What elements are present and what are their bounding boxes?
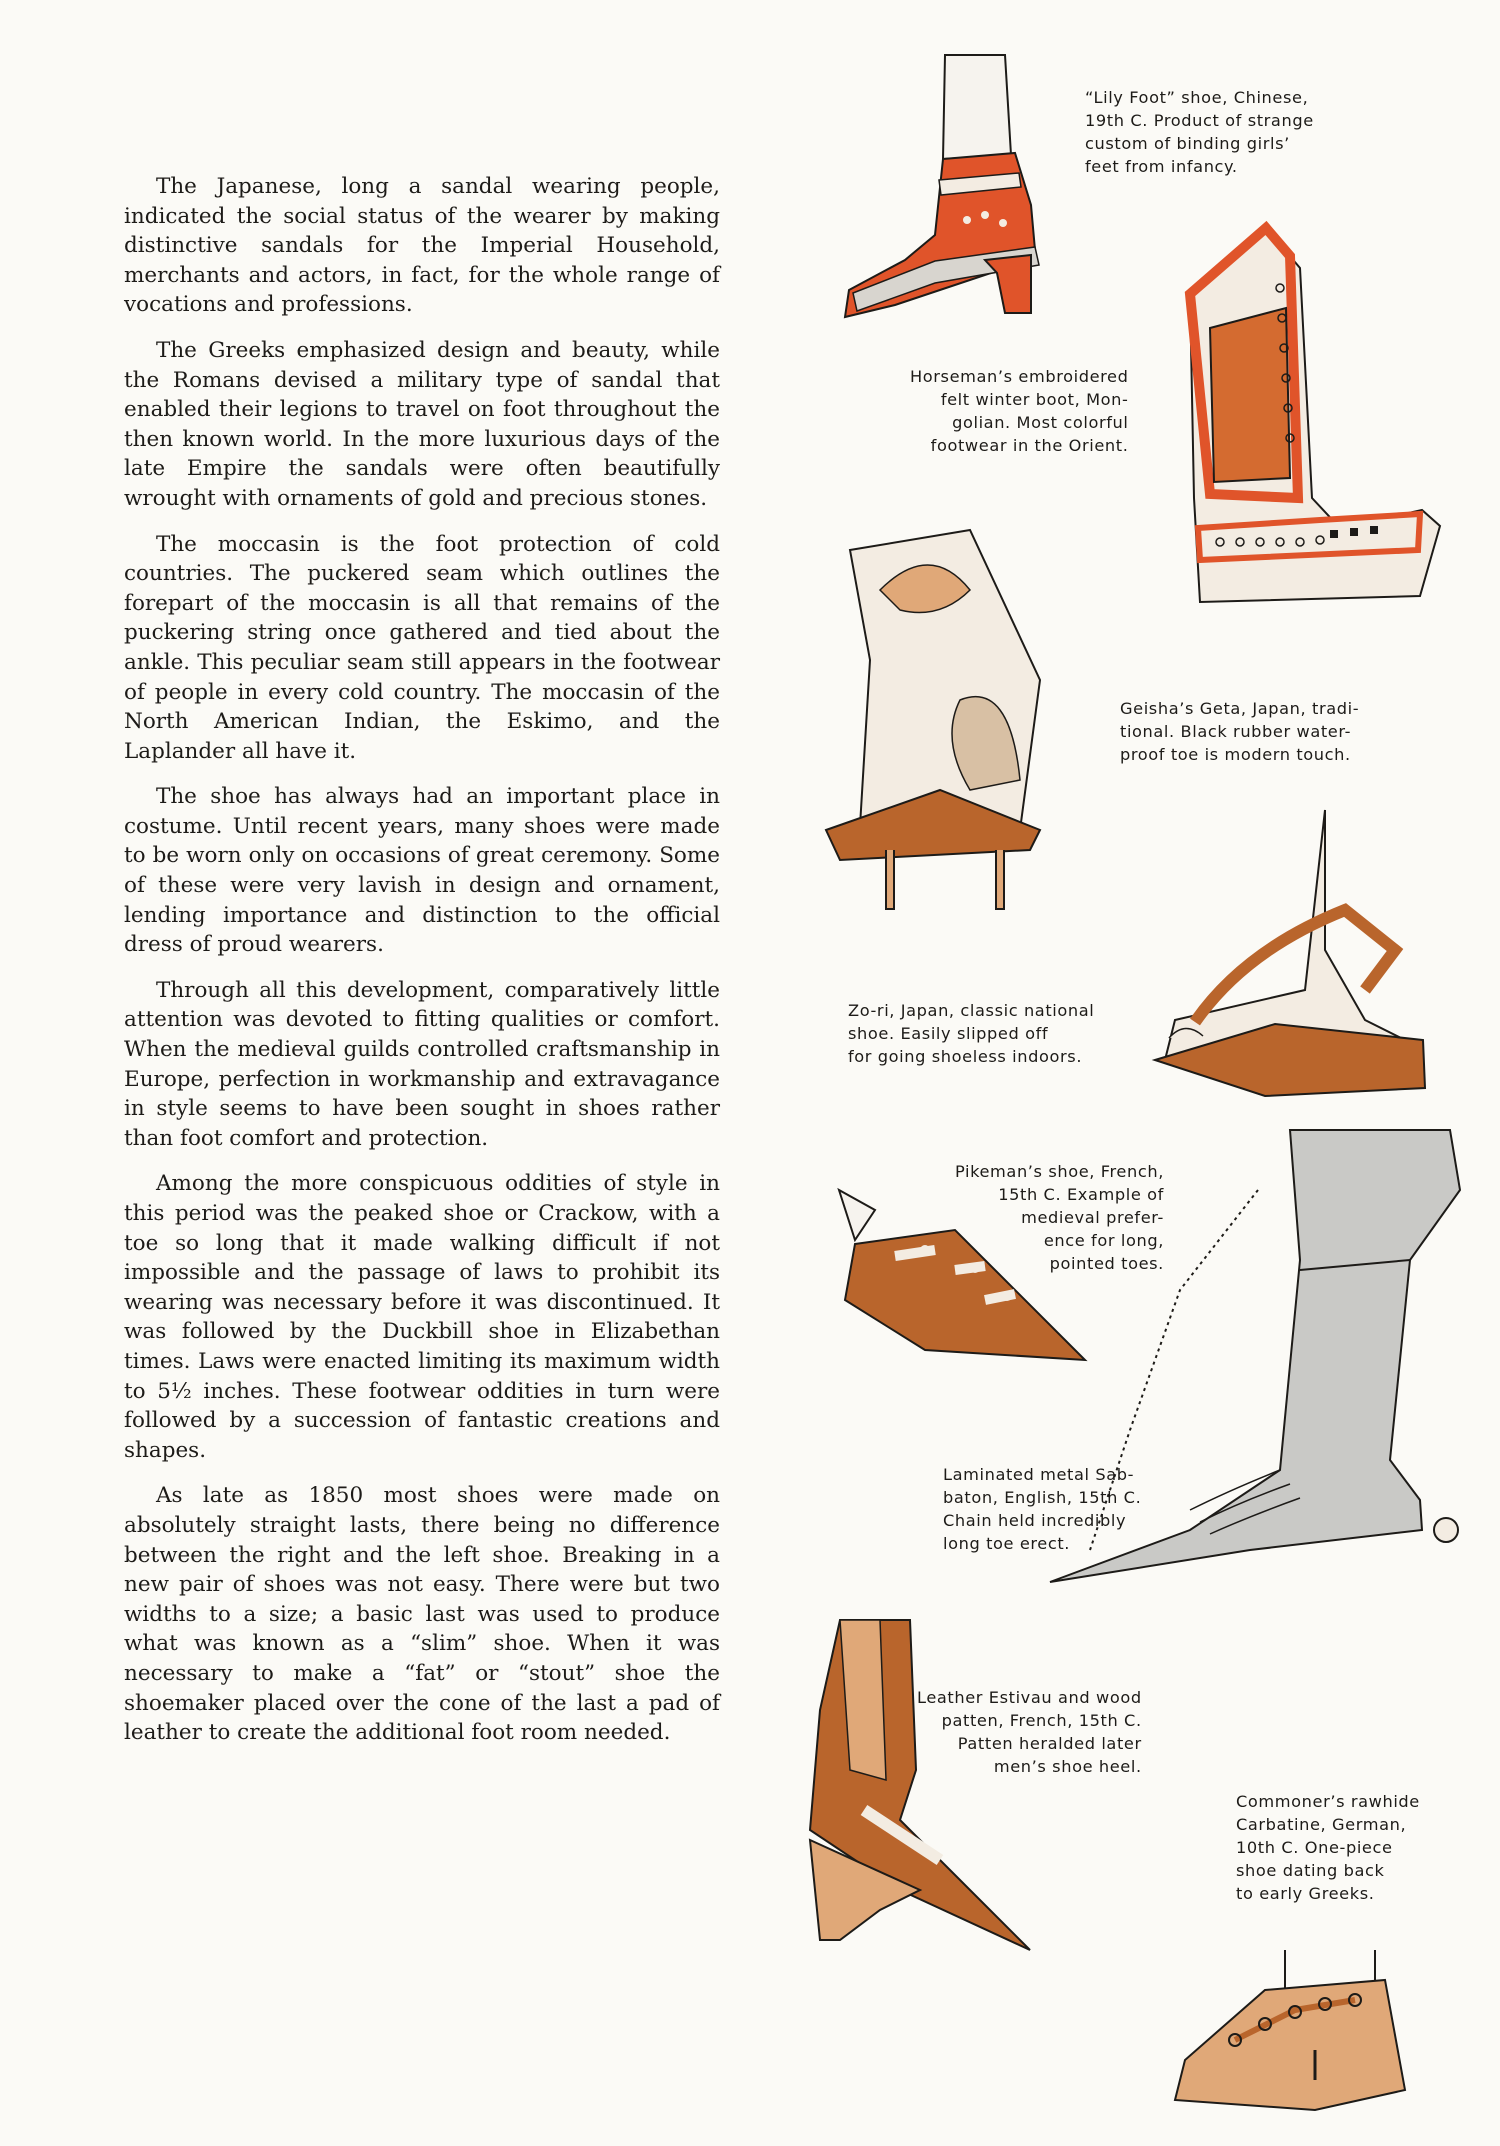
caption-carbatine: Commoner’s rawhide Carbatine, German, 10th C. One-piece shoe dating back to early Greeks. (1236, 1792, 1420, 1903)
caption-mongolian-boot: Horseman’s embroidered felt winter boot, Mon- golian. Most colorful footwear in the Orient. (910, 367, 1129, 455)
caption-estivau: Leather Estivau and wood patten, French, 15th C. Patten heralded later men’s shoe heel. (917, 1688, 1142, 1776)
estivau-patten-illustration (780, 1620, 1040, 1970)
caption-sabbaton: Laminated metal Sab- baton, English, 15th C. Chain held incredibly long toe erect. (943, 1465, 1142, 1553)
caption-zori: Zo-ri, Japan, classic national shoe. Easily slipped off for going shoeless indoors. (848, 1001, 1095, 1066)
article-body (124, 172, 720, 1764)
caption-lily-foot: “Lily Foot” shoe, Chinese, 19th C. Product of strange custom of binding girls’ feet from infancy. (1085, 88, 1314, 176)
caption-pikeman: Pikeman’s shoe, French, 15th C. Example of medieval prefer- ence for long, pointed toes. (955, 1162, 1164, 1273)
carbatine-illustration (1175, 1950, 1415, 2120)
geisha-geta-illustration (820, 530, 1120, 950)
zori-sandal-illustration (1155, 810, 1435, 1100)
paragraph-costume: The shoe has always had an important place in costume. Until recent years, many shoes were made to be worn only on occasions of great ceremony. Some of these were very lavish in design and ornament, lending importance and distinction to the official dress of proud wearers. (124, 784, 720, 958)
mongolian-boot-illustration (1170, 198, 1450, 608)
paragraph-development: Through all this development, comparatively little attention was devoted to fitting qualities or comfort. When the medieval guilds controlled craftsmanship in Europe, perfection in workmanship and extravagance in style seems to have been sought in shoes rather than foot comfort and protection. (124, 977, 720, 1151)
paragraph-greeks-romans: The Greeks emphasized design and beauty, while the Romans devised a military type of sandal that enabled their legions to travel on foot throughout the then known world. In the more luxurious days of the late Empire the sandals were often beautifully wrought with ornaments of gold and precious stones. (124, 337, 720, 511)
paragraph-straight-lasts: As late as 1850 most shoes were made on absolutely straight lasts, there being no difference between the right and the left shoe. Breaking in a new pair of shoes was not easy. There were but two widths to a size; a basic last was used to produce what was known as a “slim” shoe. When it was necessary to make a “fat” or “stout” shoe the shoemaker placed over the cone of the last a pad of leather to create the additional foot room needed. (124, 1483, 720, 1746)
paragraph-moccasin: The moccasin is the foot protection of cold countries. The puckered seam which outlines the forepart of the moccasin is all that remains of the puckering string once gathered and tied about the ankle. This peculiar seam still appears in the footwear of people in every cold country. The moccasin of the North American Indian, the Eskimo, and the Laplander all have it. (124, 531, 720, 764)
paragraph-japanese-sandals: The Japanese, long a sandal wearing people, indicated the social status of the wearer by making distinctive sandals for the Imperial Household, merchants and actors, in fact, for the whole range of vocations and professions. (124, 174, 720, 318)
lily-foot-shoe-illustration (835, 55, 1095, 335)
caption-geta: Geisha’s Geta, Japan, tradi- tional. Black rubber water- proof toe is modern touch. (1120, 699, 1360, 764)
paragraph-crackow: Among the more conspicuous oddities of style in this period was the peaked shoe or Crackow, with a toe so long that it made walking difficult if not impossible and the passage of laws to prohibit its wearing was necessary before it was discontinued. It was followed by the Duckbill shoe in Elizabethan times. Laws were enacted limiting its maximum width to 5½ inches. These footwear oddities in turn were followed by a succession of fantastic creations and shapes. (124, 1171, 720, 1463)
